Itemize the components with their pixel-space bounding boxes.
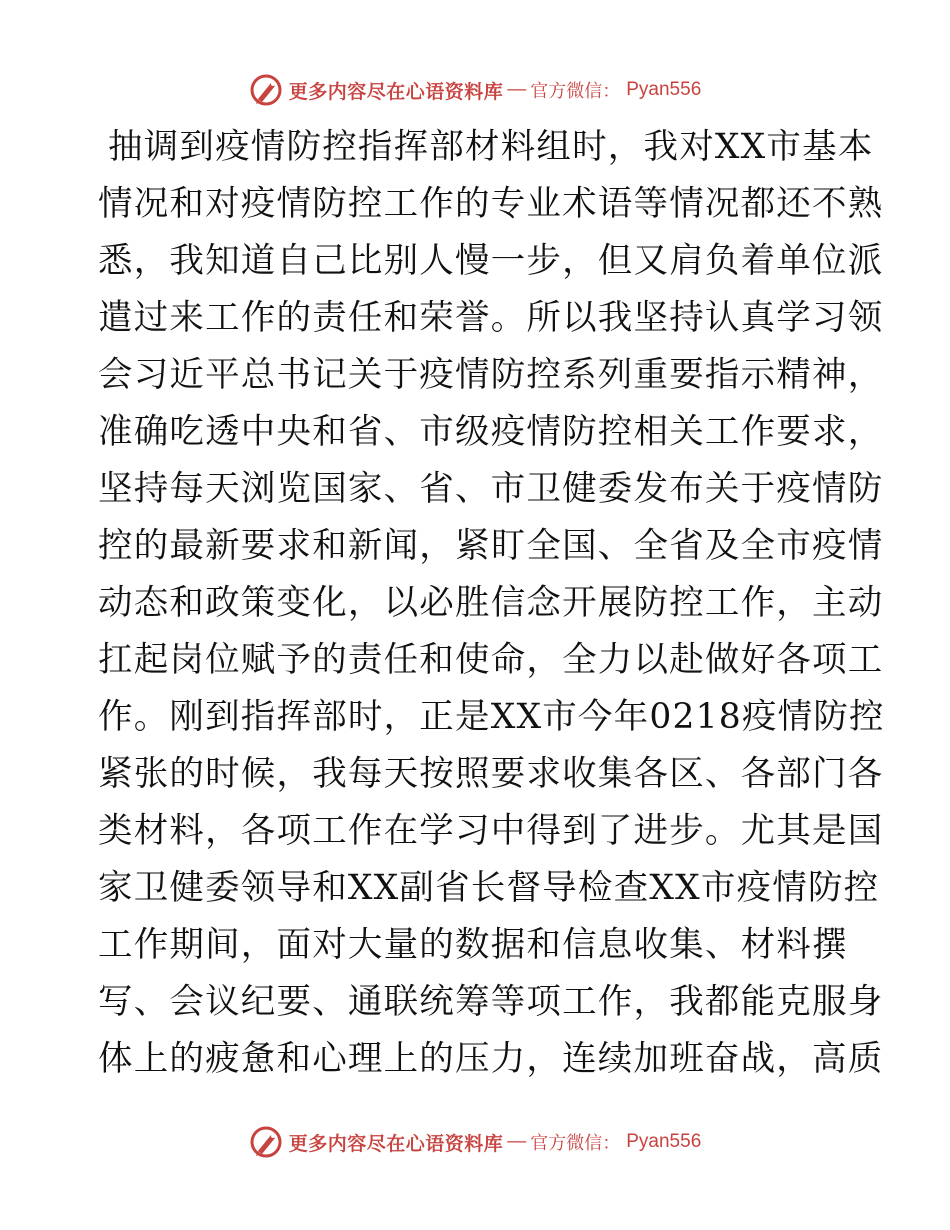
pen-logo-icon bbox=[249, 73, 283, 107]
watermark-dash: — bbox=[507, 79, 527, 100]
pen-logo-icon bbox=[249, 1125, 283, 1159]
watermark-official: 官方微信： bbox=[530, 1133, 621, 1154]
header-watermark bbox=[0, 70, 950, 110]
text-line: 准确吃透中央和省、市级疫情防控相关工作要求， bbox=[98, 412, 884, 452]
text-line: 紧张的时候，我每天按照要求收集各区、各部门各 bbox=[98, 754, 884, 794]
watermark-wechat-id: Pyan556 bbox=[626, 1131, 702, 1152]
watermark-wechat-id: Pyan556 bbox=[626, 79, 702, 100]
watermark-brand: 更多内容尽在心语资料库 bbox=[288, 1132, 504, 1155]
text-line: 体上的疲惫和心理上的压力，连续加班奋战，高质 bbox=[98, 1039, 884, 1079]
text-line: 扛起岗位赋予的责任和使命，全力以赴做好各项工 bbox=[98, 640, 884, 680]
watermark-official: 官方微信： bbox=[530, 81, 621, 102]
text-line: 抽调到疫情防控指挥部材料组时，我对XX市基本 bbox=[108, 127, 874, 167]
text-line: 动态和政策变化，以必胜信念开展防控工作，主动 bbox=[98, 583, 884, 623]
text-line: 作。刚到指挥部时，正是XX市今年0218疫情防控 bbox=[98, 697, 885, 737]
watermark-brand: 更多内容尽在心语资料库 bbox=[288, 80, 504, 103]
text-line: 家卫健委领导和XX副省长督导检查XX市疫情防控 bbox=[98, 868, 880, 908]
text-line: 悉，我知道自己比别人慢一步，但又肩负着单位派 bbox=[98, 241, 884, 281]
text-line: 类材料，各项工作在学习中得到了进步。尤其是国 bbox=[98, 811, 884, 851]
text-line: 控的最新要求和新闻，紧盯全国、全省及全市疫情 bbox=[98, 526, 884, 566]
text-line: 工作期间，面对大量的数据和信息收集、材料撰 bbox=[98, 925, 848, 965]
text-line: 写、会议纪要、通联统筹等项工作，我都能克服身 bbox=[98, 982, 884, 1022]
footer-watermark bbox=[0, 1122, 950, 1162]
watermark-dash: — bbox=[507, 1131, 527, 1152]
document-paragraph bbox=[98, 119, 885, 1088]
text-line: 遣过来工作的责任和荣誉。所以我坚持认真学习领 bbox=[98, 298, 884, 338]
text-line: 坚持每天浏览国家、省、市卫健委发布关于疫情防 bbox=[98, 469, 884, 509]
text-line: 情况和对疫情防控工作的专业术语等情况都还不熟 bbox=[98, 184, 884, 224]
text-line: 会习近平总书记关于疫情防控系列重要指示精神， bbox=[98, 355, 884, 395]
